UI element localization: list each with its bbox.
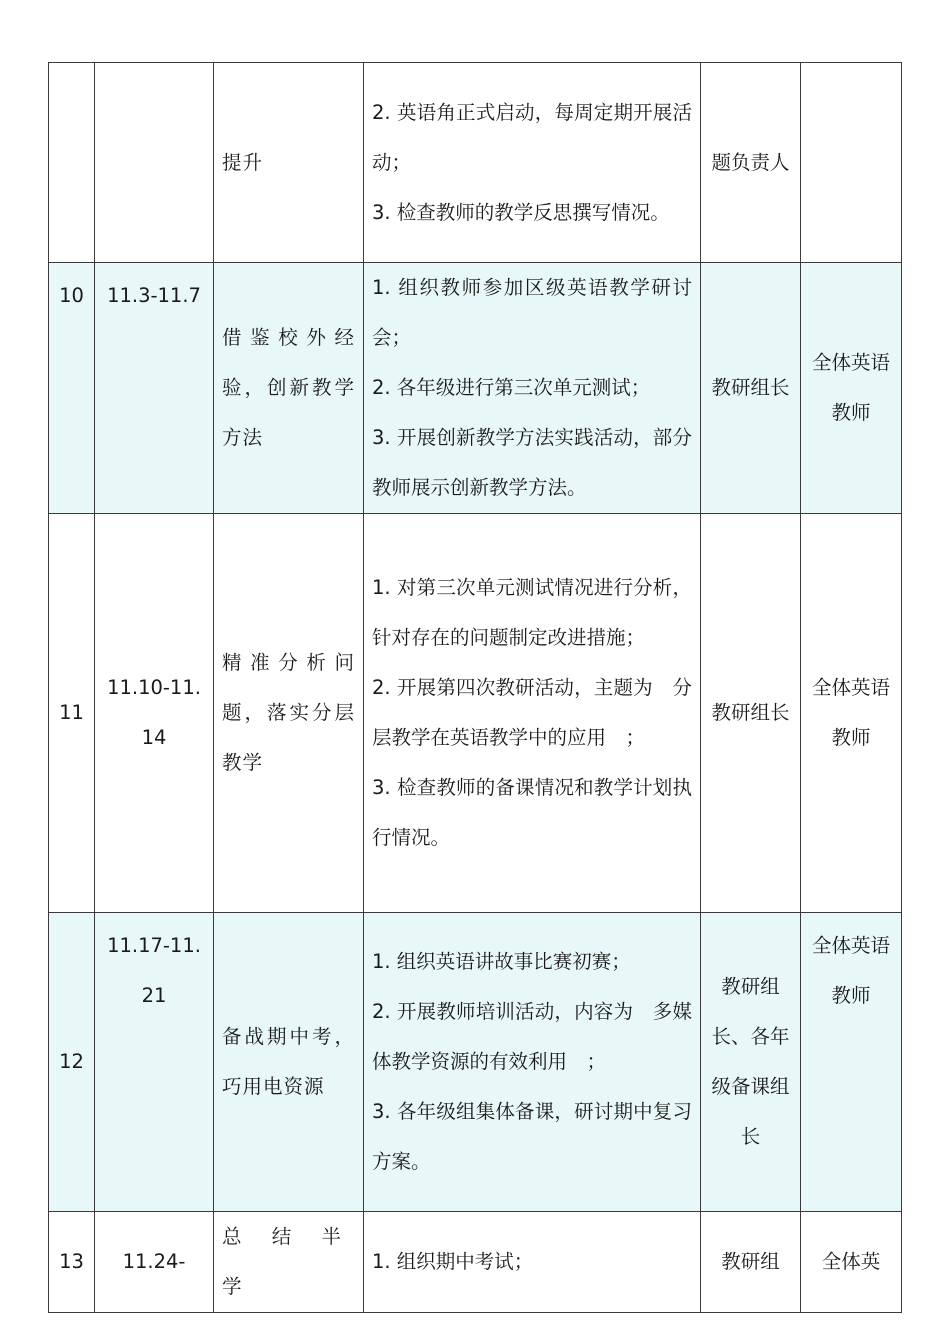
week-number-cell: 12 bbox=[49, 913, 95, 1212]
leader-cell: 教研组长 bbox=[701, 514, 801, 913]
content-cell bbox=[364, 1212, 701, 1313]
participants-cell bbox=[801, 63, 902, 263]
content-line: 2. 开展第四次教研活动，主题为 分层教学在英语教学中的应用 ； bbox=[372, 676, 692, 749]
table-row bbox=[49, 514, 902, 913]
content-line: 3. 检查教师的备课情况和教学计划执行情况。 bbox=[372, 776, 692, 849]
date-range-cell: 11.24- bbox=[95, 1212, 214, 1313]
participants-cell: 全体英语教师 bbox=[801, 514, 902, 913]
content-line: 3. 检查教师的教学反思撰写情况。 bbox=[372, 200, 670, 224]
date-range-cell: 11.3-11.7 bbox=[95, 263, 214, 514]
leader-cell: 教研组 bbox=[701, 1212, 801, 1313]
participants-cell: 全体英 bbox=[801, 1212, 902, 1313]
date-range-cell: 11.10-11.14 bbox=[95, 514, 214, 913]
week-number-cell: 11 bbox=[49, 514, 95, 913]
work-plan-table bbox=[48, 62, 902, 1313]
theme-cell: 备战期中考，巧用电资源 bbox=[214, 913, 364, 1212]
leader-cell: 教研组长 bbox=[701, 263, 801, 514]
table-row bbox=[49, 1212, 902, 1313]
theme-cell: 总结半学 bbox=[214, 1212, 364, 1313]
leader-cell: 题负责人 bbox=[701, 63, 801, 263]
week-number-cell: 13 bbox=[49, 1212, 95, 1313]
week-number-cell bbox=[49, 63, 95, 263]
date-range-cell: 11.17-11.21 bbox=[95, 913, 214, 1212]
content-line: 3. 开展创新教学方法实践活动，部分教师展示创新教学方法。 bbox=[372, 426, 692, 499]
theme-cell: 精准分析问题，落实分层教学 bbox=[214, 514, 364, 913]
content-line: 1. 组织期中考试； bbox=[372, 1250, 534, 1273]
content-cell bbox=[364, 913, 701, 1212]
content-line: 2. 英语角正式启动，每周定期开展活动； bbox=[372, 100, 692, 174]
theme-cell: 提升 bbox=[214, 63, 364, 263]
table-row bbox=[49, 263, 902, 514]
content-line: 1. 组织英语讲故事比赛初赛； bbox=[372, 950, 631, 973]
content-line: 2. 各年级进行第三次单元测试； bbox=[372, 376, 651, 399]
date-range-cell bbox=[95, 63, 214, 263]
content-line: 2. 开展教师培训活动，内容为 多媒体教学资源的有效利用 ； bbox=[372, 1000, 692, 1073]
table-row bbox=[49, 913, 902, 1212]
theme-cell: 借鉴校外经验，创新教学方法 bbox=[214, 263, 364, 514]
content-line: 1. 对第三次单元测试情况进行分析，针对存在的问题制定改进措施； bbox=[372, 576, 692, 649]
participants-cell: 全体英语教师 bbox=[801, 913, 902, 1212]
content-line: 3. 各年级组集体备课，研讨期中复习方案。 bbox=[372, 1100, 692, 1173]
content-cell bbox=[364, 514, 701, 913]
participants-cell: 全体英语教师 bbox=[801, 263, 902, 514]
leader-cell: 教研组长、各年级备课组长 bbox=[701, 913, 801, 1212]
content-line: 1. 组织教师参加区级英语教学研讨会； bbox=[372, 276, 692, 349]
week-number-cell: 10 bbox=[49, 263, 95, 514]
table-row bbox=[49, 63, 902, 263]
content-cell bbox=[364, 63, 701, 263]
content-cell bbox=[364, 263, 701, 514]
